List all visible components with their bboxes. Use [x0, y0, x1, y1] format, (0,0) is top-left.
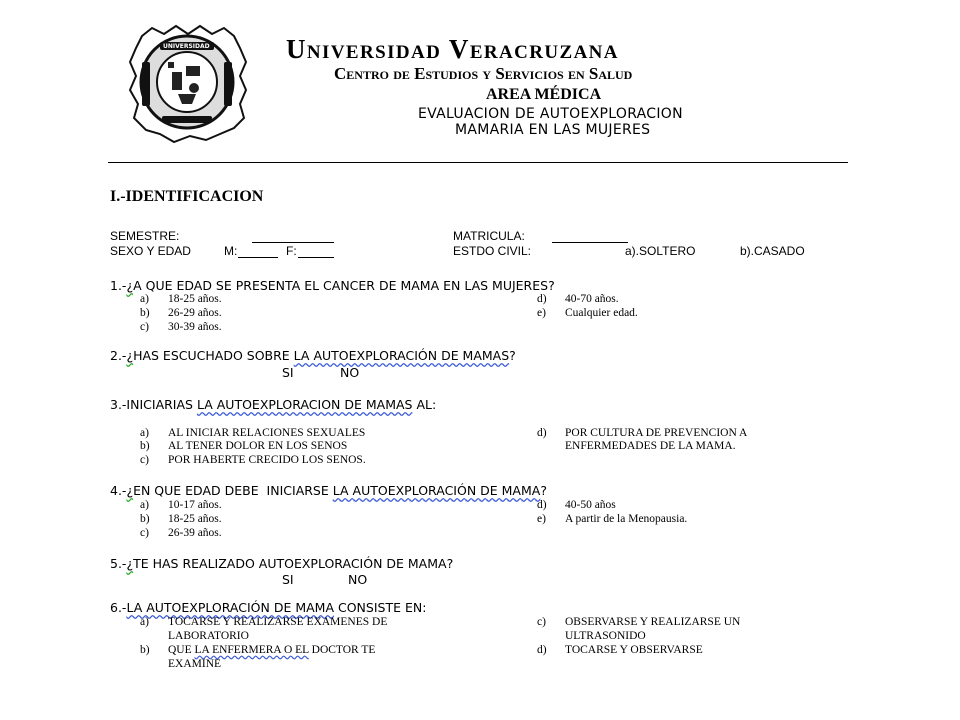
q6-option-d-text: TOCARSE Y OBSERVARSE [565, 644, 703, 656]
question-text-end: ? [540, 483, 547, 498]
option-text-underlined: LA ENFERMERA O EL [194, 644, 309, 656]
question-number: 4.- [110, 483, 127, 498]
m-field[interactable] [238, 243, 278, 258]
option-letter: a) [140, 616, 149, 628]
semestre-label: SEMESTRE: [110, 229, 180, 243]
q6-option-b-text [168, 644, 375, 656]
evaluation-title-line2: MAMARIA EN LAS MUJERES [455, 122, 651, 138]
question-text: HAS ESCUCHADO SOBRE [133, 348, 294, 363]
f-field[interactable] [298, 243, 334, 258]
soltero-option[interactable]: a).SOLTERO [625, 244, 696, 258]
question-text-underlined: LA AUTOEXPLORACIÓN DE MAMAS [293, 348, 510, 363]
option-text-end: DOCTOR TE [308, 644, 376, 656]
question-text-end: ? [509, 348, 516, 363]
q2-si-option[interactable]: SI [282, 365, 294, 380]
svg-text:UNIVERSIDAD: UNIVERSIDAD [163, 43, 210, 50]
question-text-underlined: LA AUTOEXPLORACIÓN DE MAMA [332, 483, 541, 498]
q4-option-c-text: 26-39 años. [168, 527, 222, 539]
question-text-underlined: LA AUTOEXPLORACION DE MAMAS [196, 397, 413, 412]
q3-option-c[interactable] [140, 454, 149, 466]
semestre-field[interactable] [252, 228, 334, 243]
question-number: 2.- [110, 348, 127, 363]
estado-civil-label: ESTDO CIVIL: [453, 244, 532, 258]
question-number: 1.- [110, 278, 127, 293]
q6-option-b[interactable] [140, 644, 150, 656]
option-letter: b) [140, 440, 150, 452]
center-name: Centro de Estudios y Servicios en Salud [334, 64, 633, 83]
question-text: A QUE EDAD SE PRESENTA EL CANCER DE MAMA EN LAS MUJERES? [133, 278, 555, 293]
q4-option-e-text: A partir de la Menopausia. [565, 513, 688, 525]
question-text: EN QUE EDAD DEBE INICIARSE [133, 483, 333, 498]
option-letter: b) [140, 307, 150, 319]
q4-option-a[interactable] [140, 499, 149, 511]
q3-option-a-text: AL INICIAR RELACIONES SEXUALES [168, 427, 366, 439]
q2-no-option[interactable]: NO [340, 365, 360, 380]
q3-option-a[interactable] [140, 427, 149, 439]
option-letter: d) [537, 644, 547, 656]
question-number: 5.- [110, 556, 127, 571]
question-mark: ¿ [126, 278, 134, 293]
option-letter: c) [140, 454, 149, 466]
q5-si-option[interactable]: SI [282, 572, 294, 587]
question-2 [110, 348, 516, 363]
q4-option-a-text: 10-17 años. [168, 499, 222, 511]
sexo-edad-label: SEXO Y EDAD [110, 244, 191, 258]
q1-option-c-text: 30-39 años. [168, 321, 222, 333]
q3-option-d-text-2: ENFERMEDADES DE LA MAMA. [565, 440, 736, 452]
option-letter: b) [140, 513, 150, 525]
q3-option-d[interactable] [537, 427, 547, 439]
option-text: QUE [168, 644, 195, 656]
question-text-end: AL: [412, 397, 437, 412]
header-divider [108, 162, 848, 163]
q1-option-e-text: Cualquier edad. [565, 307, 638, 319]
option-letter: a) [140, 293, 149, 305]
q6-option-a-text-2: LABORATORIO [168, 630, 249, 642]
q1-option-b[interactable] [140, 307, 150, 319]
question-1 [110, 278, 555, 293]
question-mark: ¿ [126, 483, 134, 498]
q6-option-b-text-2: EXAMINE [168, 658, 222, 670]
question-number: 6.- [110, 600, 127, 615]
option-letter: e) [537, 513, 546, 525]
q1-option-d-text: 40-70 años. [565, 293, 619, 305]
q3-option-d-text: POR CULTURA DE PREVENCION A [565, 427, 748, 439]
option-letter: a) [140, 427, 149, 439]
q1-option-e[interactable] [537, 307, 546, 319]
q1-option-a-text: 18-25 años. [168, 293, 222, 305]
question-4 [110, 483, 547, 498]
q3-option-c-text: POR HABERTE CRECIDO LOS SENOS. [168, 454, 366, 466]
q4-option-b-text: 18-25 años. [168, 513, 222, 525]
casado-option[interactable]: b).CASADO [740, 244, 805, 258]
area-title: AREA MÉDICA [486, 86, 602, 103]
option-letter: e) [537, 307, 546, 319]
q3-option-b-text: AL TENER DOLOR EN LOS SENOS [168, 440, 348, 452]
university-seal-logo [122, 22, 252, 144]
option-letter: c) [140, 527, 149, 539]
q6-option-c-text-2: ULTRASONIDO [565, 630, 646, 642]
q3-option-b[interactable] [140, 440, 150, 452]
question-text-end: CONSISTE EN: [334, 600, 427, 615]
option-letter: a) [140, 499, 149, 511]
question-text-underlined: LA AUTOEXPLORACIÓN DE MAMA [126, 600, 334, 615]
question-3 [110, 397, 436, 412]
q1-option-a[interactable] [140, 293, 149, 305]
q1-option-d[interactable] [537, 293, 547, 305]
question-5 [110, 556, 453, 571]
q4-option-d-text: 40-50 años [565, 499, 616, 511]
question-6 [110, 600, 426, 615]
question-text: TE HAS REALIZADO AUTOEXPLORACIÓN DE MAMA? [133, 556, 454, 571]
q6-option-a-text: TOCARSE Y REALIZARSE EXAMENES DE [168, 616, 388, 628]
q6-option-c-text: OBSERVARSE Y REALIZARSE UN [565, 616, 741, 628]
university-name: Universidad Veracruzana [286, 34, 619, 64]
option-letter: d) [537, 293, 547, 305]
q6-option-c[interactable] [537, 616, 546, 628]
q6-option-d[interactable] [537, 644, 547, 656]
q1-option-c[interactable] [140, 321, 149, 333]
option-letter: c) [140, 321, 149, 333]
question-mark: ¿ [126, 556, 134, 571]
option-letter: d) [537, 427, 547, 439]
q1-option-b-text: 26-29 años. [168, 307, 222, 319]
question-text: 3.-INICIARIAS [110, 397, 197, 412]
option-letter: c) [537, 616, 546, 628]
q4-option-b[interactable] [140, 513, 150, 525]
f-label: F: [286, 244, 297, 258]
matricula-label: MATRICULA: [453, 229, 525, 243]
matricula-field[interactable] [552, 228, 628, 243]
option-letter: b) [140, 644, 150, 656]
q4-option-e[interactable] [537, 513, 546, 525]
option-letter: d) [537, 499, 547, 511]
m-label: M: [224, 244, 238, 258]
section-title: I.-IDENTIFICACION [110, 188, 264, 205]
q5-no-option[interactable]: NO [348, 572, 368, 587]
evaluation-title-line1: EVALUACION DE AUTOEXPLORACION [418, 106, 683, 122]
q6-option-a[interactable] [140, 616, 149, 628]
question-mark: ¿ [126, 348, 134, 363]
q4-option-c[interactable] [140, 527, 149, 539]
q4-option-d[interactable] [537, 499, 547, 511]
